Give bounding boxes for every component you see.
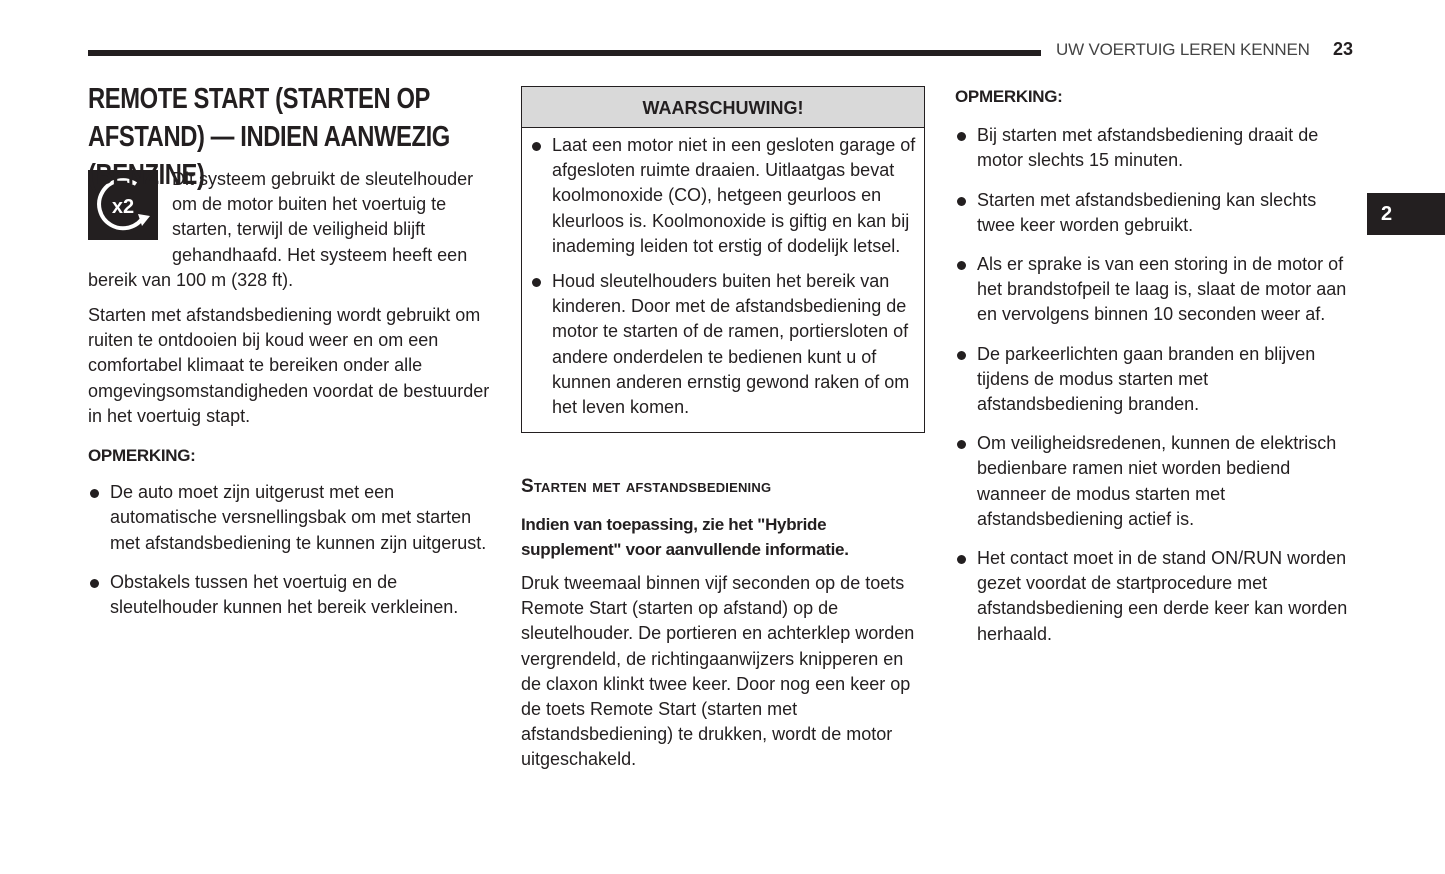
chapter-tab: 2 — [1367, 193, 1445, 235]
note-label: OPMERKING: — [955, 87, 1063, 106]
page-heading: REMOTE START (STARTEN OP AFSTAND) — INDIEN AANWEZIG (BENZINE) — [88, 83, 450, 191]
list-item: De auto moet zijn uitgerust met een automatische versnellingsbak om met starten met afstandsbediening te kunnen zijn uitgerust. — [88, 480, 492, 556]
page-number: 23 — [1333, 39, 1354, 59]
usage-paragraph: Starten met afstandsbediening wordt gebruikt om ruiten te ontdooien bij koud weer en om een comfortabel klimaat te bereiken onder alle omgevingsomstandigheden voordat de bestuurder in het voertuig stapt. — [88, 305, 490, 426]
note-list — [955, 123, 1355, 647]
section-heading: Starten met afstandsbediening — [521, 476, 772, 497]
warning-box — [521, 86, 925, 433]
svg-text:x2: x2 — [111, 196, 135, 218]
section-title: UW VOERTUIG LEREN KENNEN — [1056, 40, 1310, 59]
warning-title: WAARSCHUWING! — [522, 87, 924, 128]
list-item: Starten met afstandsbediening kan slechts twee keer worden gebruikt. — [955, 188, 1355, 238]
list-item: Bij starten met afstandsbediening draait de motor slechts 15 minuten. — [955, 123, 1355, 173]
list-item: Het contact moet in de stand ON/RUN worden gezet voordat de startprocedure met afstandsbediening een derde keer kan worden herhaald. — [955, 546, 1355, 647]
note-label: OPMERKING: — [88, 446, 196, 466]
list-item: De parkeerlichten gaan branden en blijven tijdens de modus starten met afstandsbediening branden. — [955, 342, 1355, 418]
list-item: Laat een motor niet in een gesloten garage of afgesloten ruimte draaien. Uitlaatgas bevat koolmonoxide (CO), hetgeen geurloos en kleurloos is. Koolmonoxide is giftig en kan bij inademing leiden tot erstig of dodelijk letsel. — [530, 133, 916, 259]
intro-paragraph: Dit systeem gebruikt de sleutelhouder om de motor buiten het voertuig te starten, terwijl de veiligheid blijft gehandhaafd. Het systeem heeft een bereik van 100 m (328 ft). — [88, 169, 474, 290]
list-item: Houd sleutelhouders buiten het bereik van kinderen. Door met de afstandsbediening de motor te starten of de ramen, portiersloten of andere onderdelen te bedienen kunt u of kunnen anderen ernstig gewond raken of om het leven komen. — [530, 269, 916, 420]
hybrid-note: Indien van toepassing, zie het "Hybride supplement" voor aanvullende informatie. — [521, 515, 849, 559]
header-rule — [88, 50, 1041, 56]
list-item: Als er sprake is van een storing in de motor of het brandstofpeil te laag is, slaat de motor aan en vervolgens binnen 10 seconden weer af. — [955, 252, 1355, 328]
body-paragraph: Druk tweemaal binnen vijf seconden op de toets Remote Start (starten op afstand) op de sleutelhouder. De portieren en achterklep worden vergrendeld, de richtingaanwijzers knipperen en de claxon klinkt twee keer. Door nog een keer op de toets Remote Start (starten met afstandsbediening) te drukken, wordt de motor uitgeschakeld. — [521, 573, 915, 770]
list-item: Obstakels tussen het voertuig en de sleutelhouder kunnen het bereik verkleinen. — [88, 570, 492, 620]
list-item: Om veiligheidsredenen, kunnen de elektrisch bedienbare ramen niet worden bediend wanneer de modus starten met afstandsbediening actief is. — [955, 431, 1355, 532]
note-list — [88, 480, 492, 620]
